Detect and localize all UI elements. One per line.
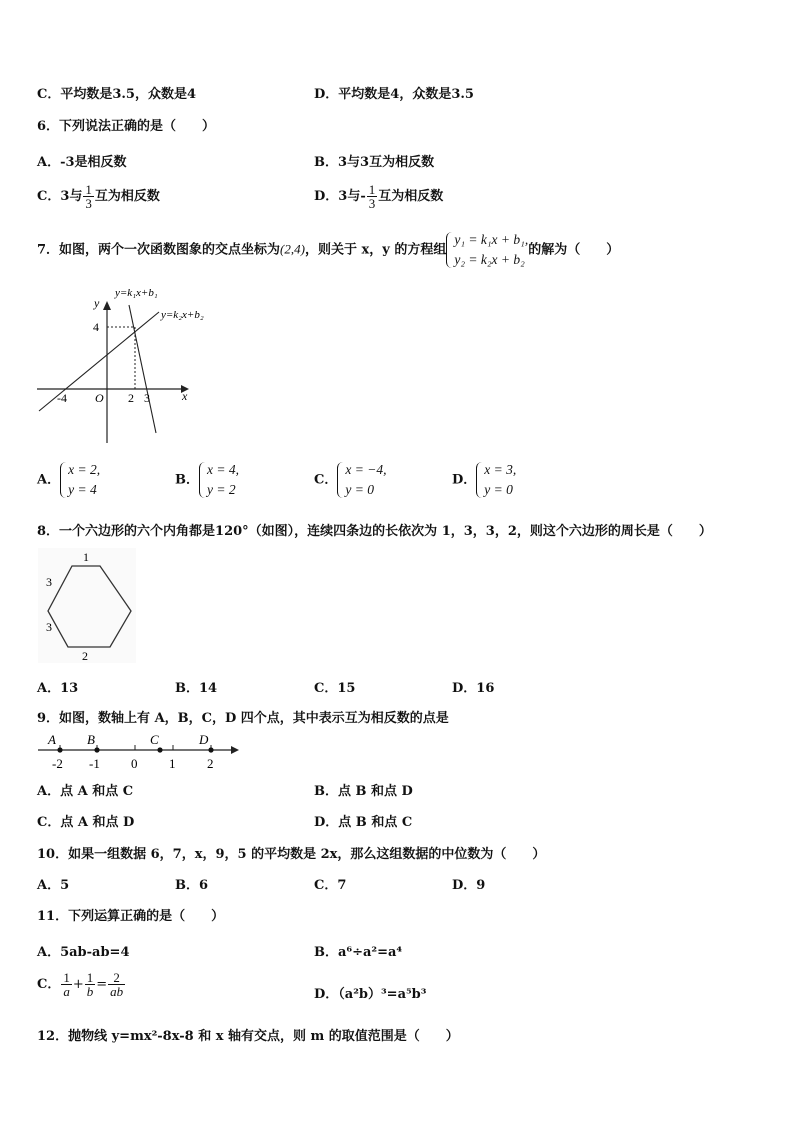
q10-option-b: B．6 xyxy=(175,878,209,893)
tick-label-neg2: -2 xyxy=(52,756,63,771)
tick-label-0: 0 xyxy=(131,756,138,771)
line-1 xyxy=(129,305,156,433)
q7-option-b xyxy=(175,460,239,500)
fraction-denominator: 3 xyxy=(368,196,376,211)
q7-option-b-label: B． xyxy=(175,472,199,488)
tick-label-4: 4 xyxy=(93,320,99,334)
q8-option-a: A．13 xyxy=(37,681,79,696)
q7-option-d-system xyxy=(476,460,516,500)
line-1-label: y=k₁x+b₁ xyxy=(115,287,158,299)
fraction-3 xyxy=(108,971,125,998)
q9-number-line xyxy=(36,730,246,774)
fraction-1 xyxy=(61,971,72,998)
q9-option-d: D．点 B 和点 C xyxy=(314,815,413,830)
q9-option-c: C．点 A 和点 D xyxy=(37,815,135,830)
q6-option-c xyxy=(37,183,160,210)
fraction-denominator: ab xyxy=(110,984,124,999)
q7-option-a-label: A． xyxy=(37,472,61,488)
q7-option-b-system xyxy=(199,460,239,500)
q7-stem-prefix: 7．如图，两个一次函数图象的交点坐标为 xyxy=(37,242,281,258)
point-b xyxy=(94,747,99,752)
point-c xyxy=(157,747,162,752)
system-line-1: x = 2, xyxy=(68,462,101,477)
y-axis-arrow xyxy=(103,301,111,310)
q5-option-d: D．平均数是4，众数是3.5 xyxy=(314,87,474,102)
q6-option-d-fraction xyxy=(367,183,378,210)
q6-option-b: B．3与3互为相反数 xyxy=(314,155,435,170)
q7-option-c-label: C． xyxy=(314,472,338,488)
q9-stem: 9．如图，数轴上有 A，B，C，D 四个点，其中表示互为相反数的点是 xyxy=(37,711,449,726)
fraction-numerator: 2 xyxy=(108,971,125,985)
side-label-lower-left: 3 xyxy=(46,620,52,634)
q10-option-c: C．7 xyxy=(314,878,347,893)
system-line-1: x = −4, xyxy=(345,462,387,477)
q10-option-a: A．5 xyxy=(37,878,70,893)
q11-option-a: A．5ab-ab=4 xyxy=(37,945,130,960)
q7-stem xyxy=(37,230,619,270)
q11-stem: 11．下列运算正确的是（ ） xyxy=(37,909,225,924)
q12-stem: 12．抛物线 y=mx²-8x-8 和 x 轴有交点，则 m 的取值范围是（ ） xyxy=(37,1029,459,1044)
q7-option-c-system xyxy=(337,460,386,500)
y-axis-label: y xyxy=(94,296,100,310)
side-label-top: 1 xyxy=(83,550,89,564)
q7-graph xyxy=(35,283,235,448)
q10-option-d: D．9 xyxy=(452,878,486,893)
origin-label: O xyxy=(95,391,104,405)
point-a xyxy=(57,747,62,752)
q8-hexagon-figure xyxy=(38,548,136,663)
q9-option-b: B．点 B 和点 D xyxy=(314,784,413,799)
tick-label-neg1: -1 xyxy=(89,756,100,771)
system-line-2: y = 0 xyxy=(484,482,513,497)
system-line-1: x = 4, xyxy=(207,462,239,477)
side-label-upper-left: 3 xyxy=(46,575,52,589)
tick-label-2: 2 xyxy=(128,391,134,405)
fraction-denominator: b xyxy=(86,984,94,999)
q6-option-c-fraction xyxy=(83,183,94,210)
q6-option-a: A．-3是相反数 xyxy=(37,155,127,170)
q7-option-d-label: D． xyxy=(452,472,477,488)
q7-equation-system xyxy=(446,230,528,270)
point-a-label: A xyxy=(48,732,56,747)
q6-option-d-suffix: 互为相反数 xyxy=(378,189,444,204)
plus-sign: + xyxy=(72,977,84,992)
system-line-2: y = 0 xyxy=(345,482,374,497)
q7-point: (2,4) xyxy=(280,241,305,257)
fraction-numerator: 1 xyxy=(85,182,92,197)
q11-option-d: D．（a²b）³=a⁵b³ xyxy=(314,987,427,1002)
fraction-numerator: 1 xyxy=(63,970,70,985)
tick-label-1: 1 xyxy=(169,756,176,771)
tick-label-3: 3 xyxy=(144,391,150,405)
x-axis-label: x xyxy=(182,389,188,403)
equals-sign: = xyxy=(96,977,108,992)
q7-option-a xyxy=(37,460,100,500)
q8-stem: 8．一个六边形的六个内角都是120°（如图），连续四条边的长依次为 1，3，3，2，则这个六边形的周长是（ ） xyxy=(37,524,712,539)
point-b-label: B xyxy=(87,732,95,747)
q8-option-d: D．16 xyxy=(452,681,495,696)
q7-equation-2: y₂ = k₂x + b₂ xyxy=(454,252,525,267)
q7-stem-suffix: 的解为（ ） xyxy=(528,242,620,258)
tick-label-2: 2 xyxy=(207,756,214,771)
q6-option-d-prefix: D．3与- xyxy=(314,189,366,204)
line-2-label: y=k₂x+b₂ xyxy=(161,309,204,321)
q7-option-c xyxy=(314,460,386,500)
fraction-denominator: 3 xyxy=(85,196,92,211)
point-d xyxy=(208,747,213,752)
q8-option-c: C．15 xyxy=(314,681,356,696)
q11-option-c xyxy=(37,971,126,998)
q6-option-d xyxy=(314,183,443,210)
fraction-2 xyxy=(85,971,96,998)
q10-stem: 10．如果一组数据 6，7，x，9，5 的平均数是 2x，那么这组数据的中位数为（ ） xyxy=(37,847,546,862)
q6-option-c-prefix: C．3与 xyxy=(37,189,83,204)
q6-stem: 6．下列说法正确的是（ ） xyxy=(37,119,216,134)
q5-option-c: C．平均数是3.5，众数是4 xyxy=(37,87,197,102)
q8-option-b: B．14 xyxy=(175,681,218,696)
side-label-bottom: 2 xyxy=(82,649,88,663)
point-c-label: C xyxy=(150,732,159,747)
number-line-arrow xyxy=(231,746,239,754)
system-line-2: y = 4 xyxy=(68,482,97,497)
q7-stem-mid: ，则关于 x，y 的方程组 xyxy=(304,242,447,258)
system-line-1: x = 3, xyxy=(484,462,517,477)
q7-equation-1: y₁ = k₁x + b₁, xyxy=(454,232,529,247)
q11-option-c-label: C． xyxy=(37,977,61,992)
system-line-2: y = 2 xyxy=(207,482,236,497)
q7-option-d xyxy=(452,460,516,500)
point-d-label: D xyxy=(199,732,209,747)
q7-option-a-system xyxy=(60,460,100,500)
q9-option-a: A．点 A 和点 C xyxy=(37,784,134,799)
figure-background xyxy=(38,548,136,663)
q11-option-b: B．a⁶÷a²=a⁴ xyxy=(314,945,403,960)
q6-option-c-suffix: 互为相反数 xyxy=(94,189,160,204)
fraction-numerator: 1 xyxy=(86,970,94,985)
fraction-numerator: 1 xyxy=(368,182,376,197)
fraction-denominator: a xyxy=(63,984,70,999)
tick-label-neg4: -4 xyxy=(57,391,67,405)
